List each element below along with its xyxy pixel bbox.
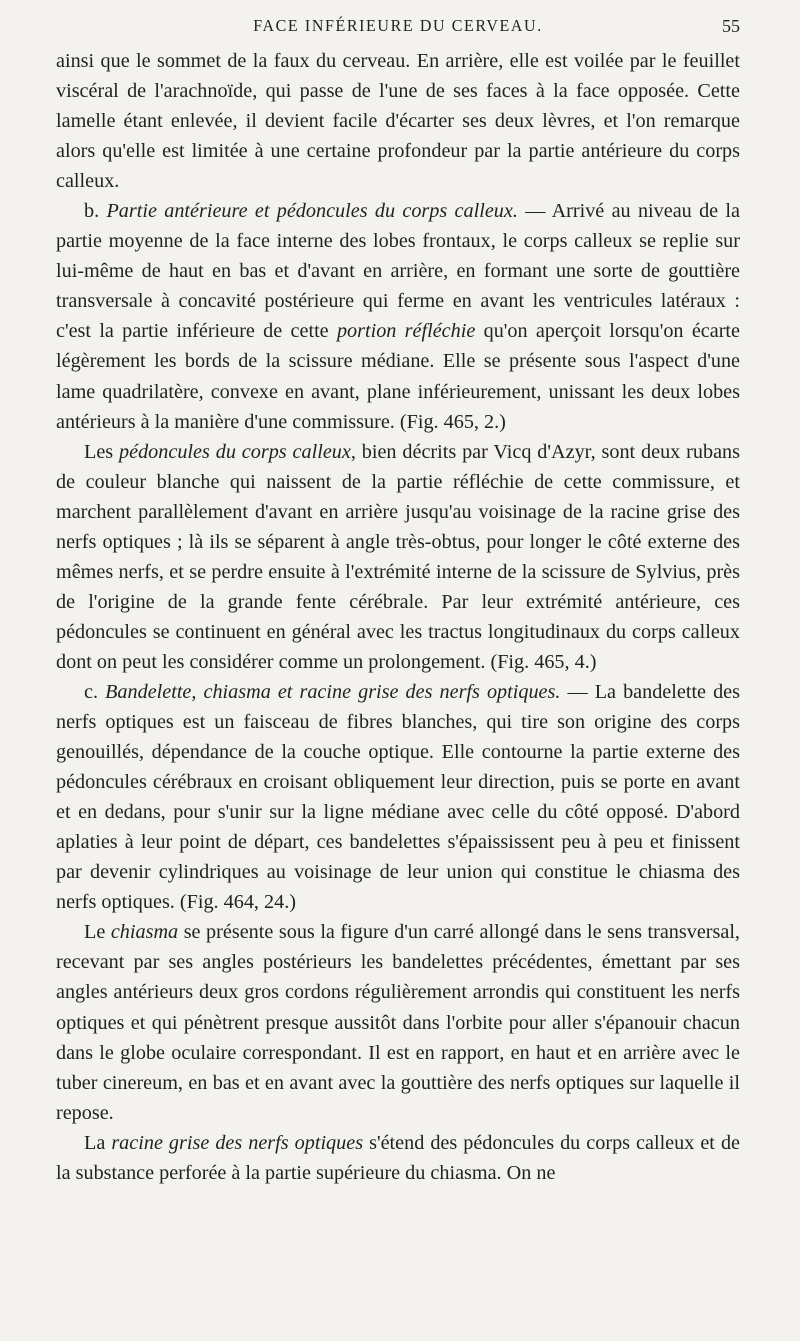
paragraph-racine-grise xyxy=(56,1128,740,1188)
section-heading: Partie antérieure et pédoncules du corps calleux. xyxy=(106,200,518,223)
paragraph-continuation xyxy=(56,46,740,196)
paragraph-text: La xyxy=(84,1131,112,1154)
section-heading: Bandelette, chiasma et racine grise des nerfs optiques. xyxy=(105,680,561,703)
italic-term: pédoncules du corps calleux xyxy=(119,440,351,463)
italic-term: portion réfléchie xyxy=(336,320,476,343)
paragraph-section-c xyxy=(56,677,740,917)
paragraph-text: s'étend des pédoncules du corps calleux et de la substance perforée à la partie supérieure du chiasma. On ne xyxy=(56,1131,740,1184)
italic-term: chiasma xyxy=(110,921,179,944)
paragraph-section-b xyxy=(56,196,740,436)
paragraph-text: qu'on aperçoit lorsqu'on écarte légèrement les bords de la scissure médiane. Elle se présente sous l'aspect d'une lame quadrilatère, convexe en avant, plane inférieurement, unissant les deux lobes antérieurs à la manière d'une commissure. (Fig. 465, 2.) xyxy=(56,320,740,433)
page-number: 55 xyxy=(722,16,740,36)
running-title: FACE INFÉRIEURE DU CERVEAU. xyxy=(253,17,543,36)
paragraph-text: Les xyxy=(84,440,120,463)
paragraph-text: se présente sous la figure d'un carré allongé dans le sens transversal, recevant par ses angles postérieurs les bandelettes précédentes, émettant par ses angles antérieurs deux gros cordons régulièrement arrondis qui constituent les nerfs optiques et qui pénètrent presque aussitôt dans l'orbite pour aller s'épanouir chacun dans le globe oculaire correspondant. Il est en rapport, en haut et en arrière avec le tuber cinereum, en bas et en avant avec la gouttière des nerfs optiques sur laquelle il repose. xyxy=(56,921,740,1124)
body-text xyxy=(56,46,740,1188)
paragraph-pedoncules xyxy=(56,437,740,677)
paragraph-text: , bien décrits par Vicq d'Azyr, sont deux rubans de couleur blanche qui naissent de la partie réfléchie de cette commissure, et marchent parallèlement d'avant en arrière jusqu'au voisinage de la racine grise des nerfs optiques ; là ils se séparent à angle très-obtus, pour longer le côté externe des mêmes nerfs, et se perdre ensuite à l'extrémité interne de la scissure de Sylvius, près de l'origine de la grande fente cérébrale. Par leur extrémité antérieure, ces pédoncules se continuent en général avec les tractus longitudinaux du corps calleux dont on peut les considérer comme un prolongement. (Fig. 465, 4.) xyxy=(56,440,740,673)
paragraph-chiasma xyxy=(56,917,740,1127)
paragraph-text: — Arrivé au niveau de la partie moyenne de la face interne des lobes frontaux, le corps calleux se replie sur lui-même de haut en bas et d'avant en arrière, en formant une sorte de gouttière transversale à concavité postérieure qui ferme en avant les ventricules latéraux : c'est la partie inférieure de cette xyxy=(56,200,740,343)
section-letter: c. xyxy=(84,680,106,703)
paragraph-text: ainsi que le sommet de la faux du cerveau. En arrière, elle est voilée par le feuillet viscéral de l'arachnoïde, qui passe de l'une de ses faces à la face opposée. Cette lamelle étant enlevée, il devient facile d'écarter ses deux lèvres, et l'on remarque alors qu'elle est limitée à une certaine profondeur par la partie antérieure du corps calleux. xyxy=(56,50,740,193)
italic-term: racine grise des nerfs optiques xyxy=(111,1131,364,1154)
running-head xyxy=(56,0,740,40)
section-letter: b. xyxy=(84,200,107,223)
paragraph-text: Le xyxy=(84,921,111,944)
paragraph-text: — La bandelette des nerfs optiques est un faisceau de fibres blanches, qui tire son origine des corps genouillés, dépendance de la couche optique. Elle contourne la partie externe des pédoncules cérébraux en croisant obliquement leur direction, puis se porte en avant et en dedans, pour s'unir sur la ligne médiane avec celle du côté opposé. D'abord aplaties à leur point de départ, ces bandelettes s'épaississent peu à peu et finissent par devenir cylindriques au voisinage de leur union qui constitue le chiasma des nerfs optiques. (Fig. 464, 24.) xyxy=(56,680,740,914)
